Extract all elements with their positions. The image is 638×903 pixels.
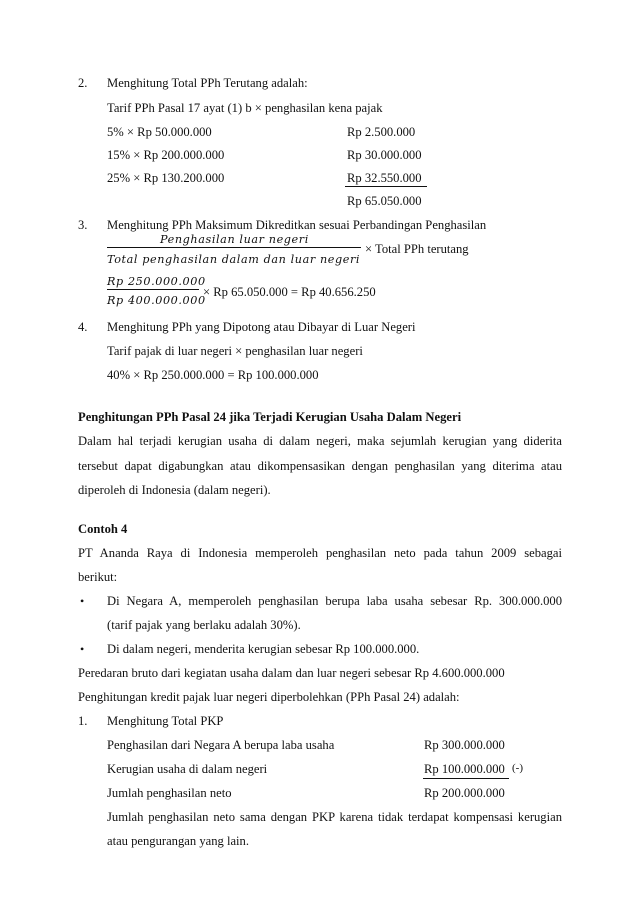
step1-note-line1: Jumlah penghasilan neto sama dengan PKP karena tidak terdapat kompensasi kerugian [107, 810, 562, 824]
item2-row1-right: Rp 2.500.000 [347, 125, 416, 139]
item2-total: Rp 65.050.000 [347, 194, 422, 208]
formula-numerator: Penghasilan luar negeri [160, 233, 309, 246]
step1-row1-right: Rp 300.000.000 [424, 738, 505, 752]
item4-number: 4. [78, 320, 88, 334]
step1-row2-left: Kerugian usaha di dalam negeri [107, 762, 268, 776]
item3-title: Menghitung PPh Maksimum Dikreditkan sesuai Perbandingan Penghasilan [107, 218, 487, 232]
step1-row2-right: Rp 100.000.000 [424, 762, 505, 776]
formula-fraction-bar [107, 247, 361, 248]
step1-title: Menghitung Total PKP [107, 714, 224, 728]
item4-line1: Tarif pajak di luar negeri × penghasilan luar negeri [107, 344, 363, 358]
bullet2-line: Di dalam negeri, menderita kerugian sebesar Rp 100.000.000. [107, 642, 420, 656]
step1-sum-rule [423, 778, 509, 779]
step1-number: 1. [78, 714, 88, 728]
item3-number: 3. [78, 218, 88, 232]
section-para-line2: tersebut dapat digabungkan atau dikompensasikan dengan penghasilan yang diterima atau [78, 459, 562, 473]
step1-row1-left: Penghasilan dari Negara A berupa laba usaha [107, 738, 335, 752]
step1-row3-right: Rp 200.000.000 [424, 786, 505, 800]
section-para-line1: Dalam hal terjadi kerugian usaha di dalam negeri, maka sejumlah kerugian yang diderita [78, 434, 562, 448]
item2-row1-left: 5% × Rp 50.000.000 [107, 125, 212, 139]
item2-number: 2. [78, 76, 88, 90]
step1-row2-suffix: (-) [512, 762, 523, 774]
contoh-heading: Contoh 4 [78, 522, 128, 536]
bullet1-line1: Di Negara A, memperoleh penghasilan berupa laba usaha sebesar Rp. 300.000.000 [107, 594, 562, 608]
bullet-marker: • [80, 642, 85, 656]
item4-title: Menghitung PPh yang Dipotong atau Dibayar di Luar Negeri [107, 320, 416, 334]
item4-line2: 40% × Rp 250.000.000 = Rp 100.000.000 [107, 368, 319, 382]
item2-title: Menghitung Total PPh Terutang adalah: [107, 76, 308, 90]
step1-row3-left: Jumlah penghasilan neto [107, 786, 232, 800]
item2-sum-rule [345, 186, 427, 187]
section-para-line3: diperoleh di Indonesia (dalam negeri). [78, 483, 271, 497]
item2-row3-left: 25% × Rp 130.200.000 [107, 171, 225, 185]
calc-denominator: Rp 400.000.000 [107, 294, 206, 307]
calc-numerator: Rp 250.000.000 [107, 275, 206, 288]
item2-row2-right: Rp 30.000.000 [347, 148, 422, 162]
bullet-marker: • [80, 594, 85, 608]
contoh-para-line1: PT Ananda Raya di Indonesia memperoleh penghasilan neto pada tahun 2009 sebagai [78, 546, 562, 560]
bullet1-line2: (tarif pajak yang berlaku adalah 30%). [107, 618, 301, 632]
peredaran-line: Peredaran bruto dari kegiatan usaha dalam dan luar negeri sebesar Rp 4.600.000.000 [78, 666, 505, 680]
item2-tarif: Tarif PPh Pasal 17 ayat (1) b × penghasilan kena pajak [107, 101, 383, 115]
contoh-para-line2: berikut: [78, 570, 118, 584]
calc-fraction-bar [107, 289, 199, 290]
calc-tail: × Rp 65.050.000 = Rp 40.656.250 [203, 285, 376, 299]
formula-tail: × Total PPh terutang [365, 242, 469, 256]
section-heading: Penghitungan PPh Pasal 24 jika Terjadi Kerugian Usaha Dalam Negeri [78, 410, 462, 424]
item2-row2-left: 15% × Rp 200.000.000 [107, 148, 225, 162]
formula-denominator: Total penghasilan dalam dan luar negeri [107, 253, 361, 266]
step1-note-line2: atau pengurangan yang lain. [107, 834, 249, 848]
penghitungan-line: Penghitungan kredit pajak luar negeri diperbolehkan (PPh Pasal 24) adalah: [78, 690, 460, 704]
item2-row3-right: Rp 32.550.000 [347, 171, 422, 185]
